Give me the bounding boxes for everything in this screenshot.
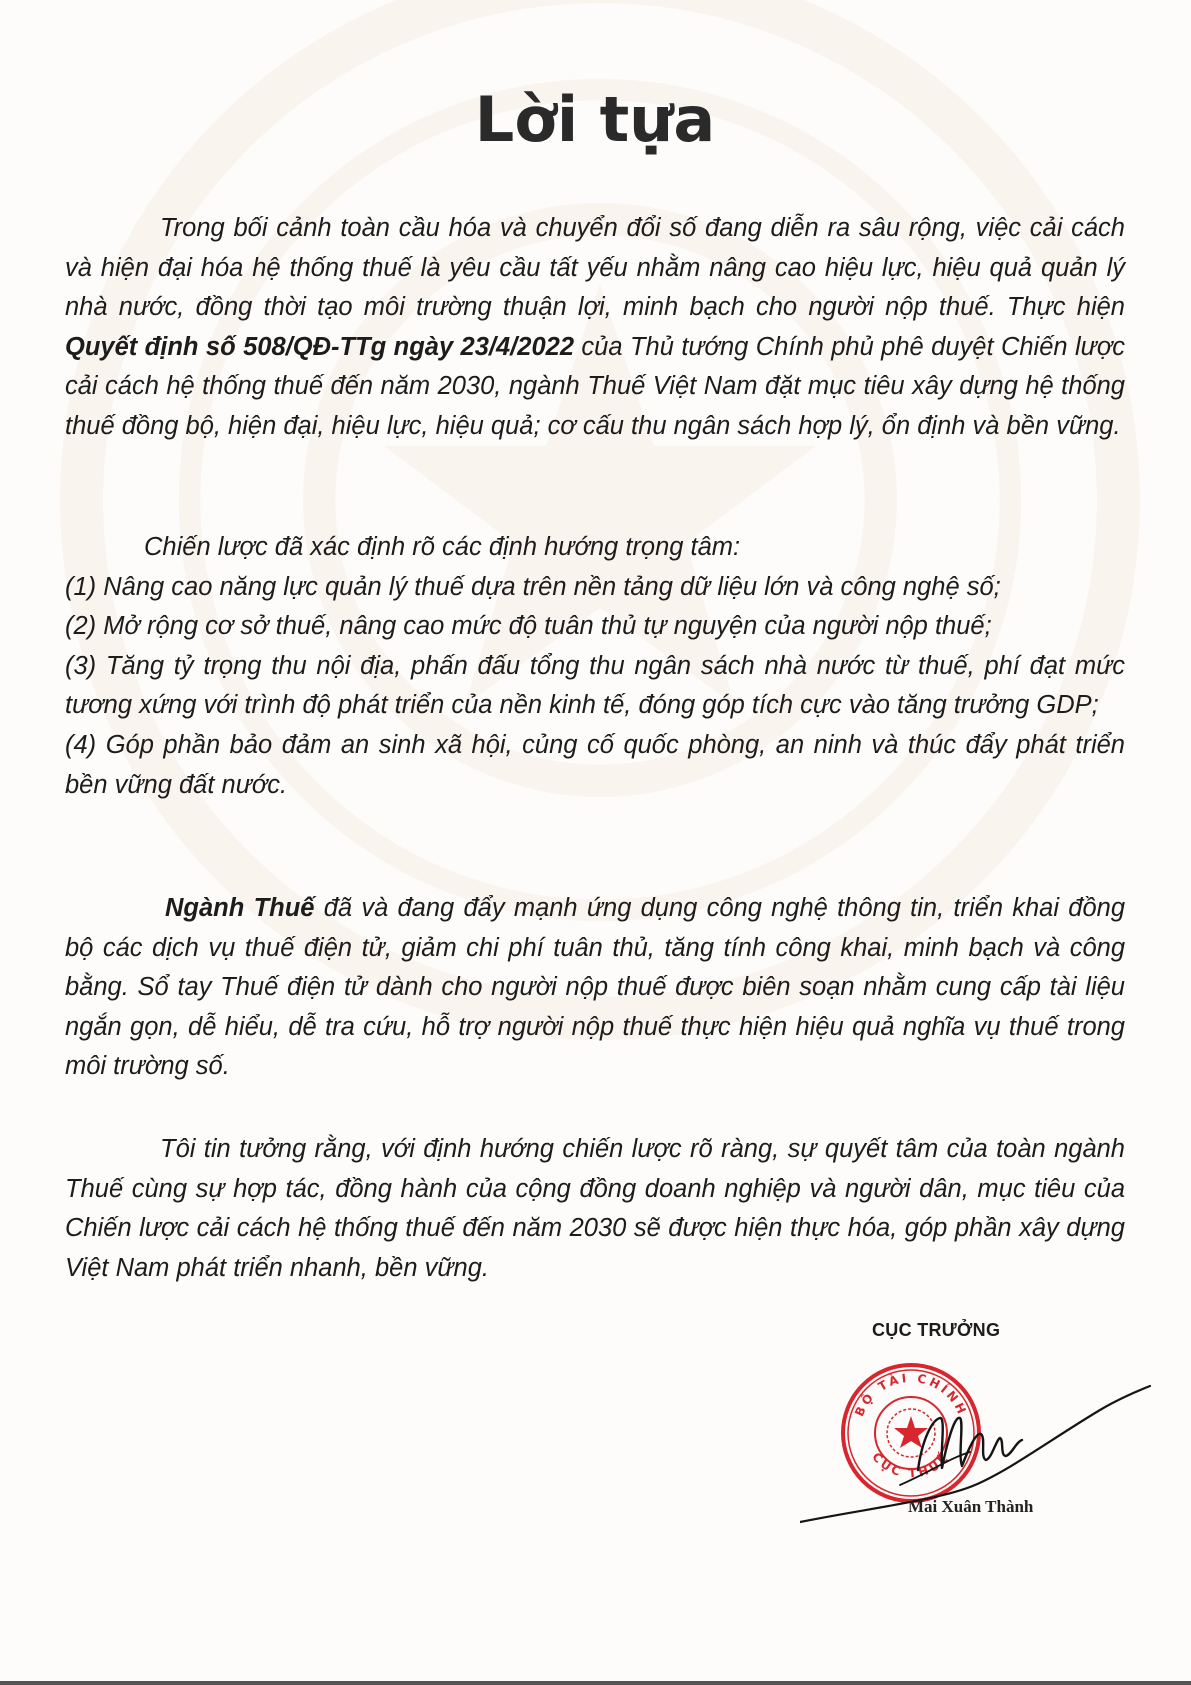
signer-name: Mai Xuân Thành <box>908 1497 1034 1516</box>
orientation-item: (2) Mở rộng cơ sở thuế, nâng cao mức độ tuân thủ tự nguyện của người nộp thuế; <box>65 612 992 641</box>
document-title: Lời tựa <box>474 83 716 156</box>
orientation-lead: Chiến lược đã xác định rõ các định hướng trọng tâm: <box>144 533 741 561</box>
tax-sector-text: đã và đang đẩy mạnh ứng dụng công nghệ thông tin, triển khai đồng bộ các dịch vụ thuế điện tử, giảm chi phí tuân thủ, tăng tính công khai, minh bạch và công bằng. Sổ tay Thuế điện tử dành cho người nộp thuế được biên soạn nhằm cung cấp tài liệu ngắn gọn, dễ hiểu, dễ tra cứu, hỗ trợ người nộp thuế thực hiện hiệu quả nghĩa vụ thuế trong môi trường số. <box>65 894 1125 1081</box>
closing-paragraph: Tôi tin tưởng rằng, với định hướng chiến lược rõ ràng, sự quyết tâm của toàn ngành Thuế cùng sự hợp tác, đồng hành của cộng đồng doanh nghiệp và người dân, mục tiêu của Chiến lược cải cách hệ thống thuế đến năm 2030 sẽ được hiện thực hóa, góp phần xây dựng Việt Nam phát triển nhanh, bền vững. <box>65 1135 1125 1282</box>
orientation-list <box>65 528 1125 805</box>
tax-sector-paragraph <box>65 889 1125 1087</box>
bottom-rule <box>0 1681 1191 1685</box>
intro-paragraph <box>65 209 1125 447</box>
intro-text-after: của Thủ tướng Chính phủ phê duyệt Chiến lược cải cách hệ thống thuế đến năm 2030, ngành Thuế Việt Nam đặt mục tiêu xây dựng hệ thống thuế đồng bộ, hiện đại, hiệu lực, hiệu quả; cơ cấu thu ngân sách hợp lý, ổn định và bền vững. <box>65 332 1125 440</box>
orientation-item: (1) Nâng cao năng lực quản lý thuế dựa trên nền tảng dữ liệu lớn và công nghệ số; <box>65 572 1001 601</box>
tax-sector-label: Ngành Thuế <box>165 894 315 922</box>
decision-reference: Quyết định số 508/QĐ-TTg ngày 23/4/2022 <box>65 332 574 361</box>
signer-title: CỤC TRƯỞNG <box>872 1320 1001 1340</box>
seal-bottom-text: CỤC THUẾ <box>869 1449 953 1481</box>
intro-text-before: Trong bối cảnh toàn cầu hóa và chuyển đổi số đang diễn ra sâu rộng, việc cải cách và hiện đại hóa hệ thống thuế là yêu cầu tất yếu nhằm nâng cao hiệu lực, hiệu quả quản lý nhà nước, đồng thời tạo môi trường thuận lợi, minh bạch cho người nộp thuế. Thực hiện <box>65 214 1125 322</box>
seal-top-text: BỘ TÀI CHÍNH <box>852 1370 970 1419</box>
orientation-item: (4) Góp phần bảo đảm an sinh xã hội, củng cố quốc phòng, an ninh và thúc đẩy phát triển bền vững đất nước. <box>65 730 1125 799</box>
signature-block <box>780 1310 1180 1560</box>
orientation-item: (3) Tăng tỷ trọng thu nội địa, phấn đấu tổng thu ngân sách nhà nước từ thuế, phí đạt mức tương xứng với trình độ phát triển của nền kinh tế, đóng góp tích cực vào tăng trưởng GDP; <box>65 651 1125 720</box>
